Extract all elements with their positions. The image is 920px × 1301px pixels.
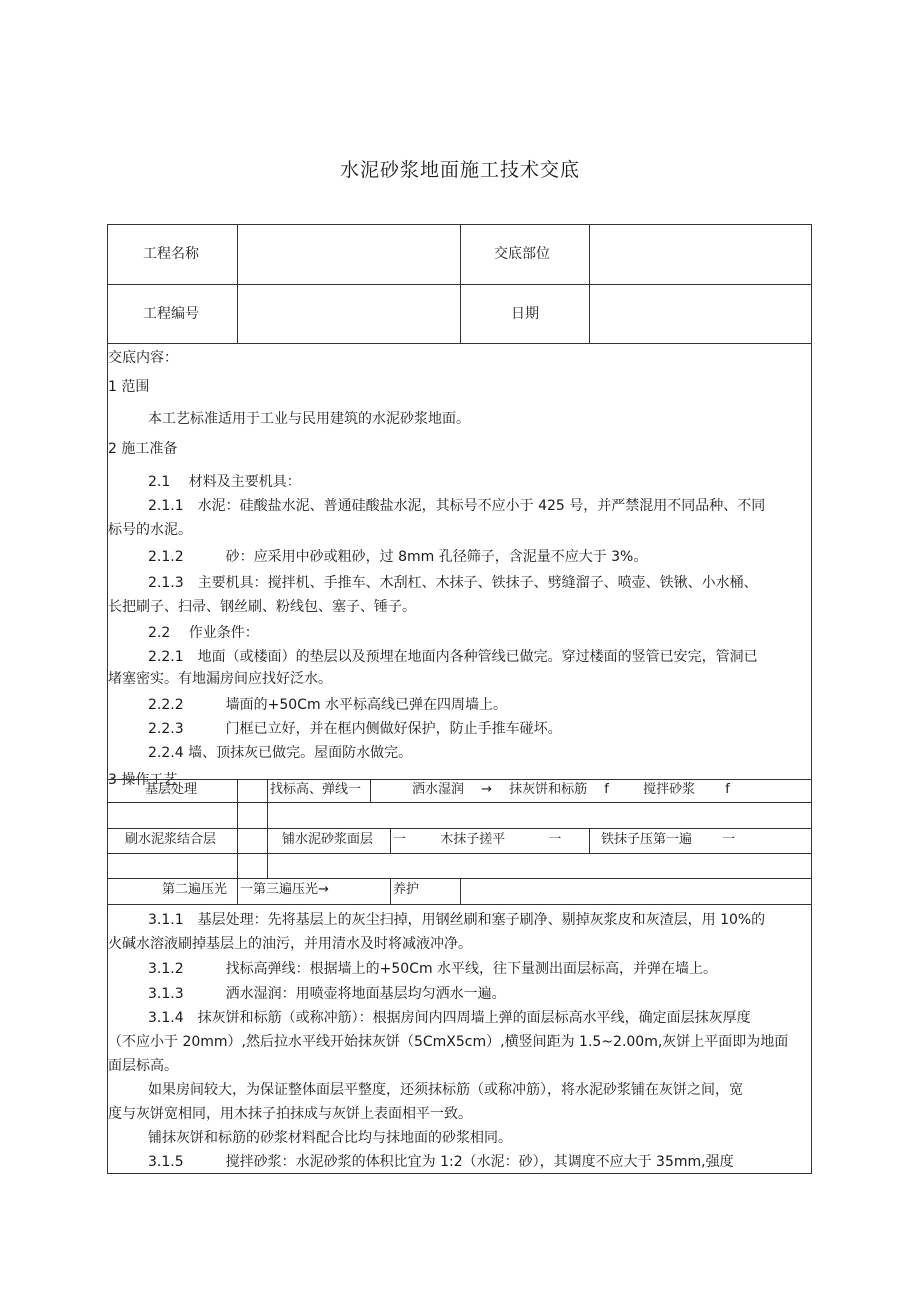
flow-row-line (107, 802, 812, 803)
date-field[interactable] (600, 304, 800, 324)
section-2-2-4: 2.2.4 墙、顶抹灰已做完。屋面防水做完。 (148, 745, 413, 761)
flow-row-line (107, 853, 812, 854)
flow-col-line (390, 878, 391, 904)
section-2-2-1-cont: 堵塞密实。有地漏房间应找好泛水。 (108, 671, 332, 687)
project-number-label: 工程编号 (143, 306, 199, 322)
section-2-2: 2.2 作业条件： (148, 625, 259, 641)
process-3-1-2: 3.1.2 找标高弹线：根据墙上的+50Cm 水平线，往下量测出面层标高，并弹在墙上。 (148, 961, 718, 977)
flow-step-wetting: 洒水湿润 → 抹灰饼和标筋 f 搅拌砂浆 f (412, 782, 730, 797)
section-2-1-3: 2.1.3 主要机具：搅拌机、手推车、木刮杠、木抹子、铁抹子、劈缝溜子、喷壶、铁锹、小水桶、 (148, 575, 758, 591)
section-1-heading: 1 范围 (108, 379, 150, 395)
process-large-room-cont: 度与灰饼宽相同，用木抹子拍抹成与灰饼上表面相平一致。 (108, 1106, 472, 1122)
section-2-2-2: 2.2.2 墙面的+50Cm 水平标高线已弹在四周墙上。 (148, 697, 508, 713)
process-3-1-1: 3.1.1 基层处理：先将基层上的灰尘扫掉，用钢丝刷和塞子刷净、剔掉灰浆皮和灰渣层，用 10%的 (148, 912, 766, 928)
row-divider (107, 343, 812, 344)
document-title: 水泥砂浆地面施工技术交底 (339, 159, 580, 181)
section-2-1-1-cont: 标号的水泥。 (108, 522, 192, 538)
section-3-heading-clipped (108, 770, 178, 788)
section-1-text: 本工艺标准适用于工业与民用建筑的水泥砂浆地面。 (148, 411, 470, 427)
process-3-1-5: 3.1.5 搅拌砂浆：水泥砂浆的体积比宜为 1:2（水泥：砂），其调度不应大于 35mm,强度 (148, 1154, 734, 1170)
project-name-label: 工程名称 (143, 246, 199, 262)
col-divider (589, 224, 590, 343)
process-3-1-3: 3.1.3 洒水湿润：用喷壶将地面基层均匀洒水一遍。 (148, 986, 506, 1002)
flow-step-second-press: 第二遍压光 (162, 882, 228, 897)
section-2-1-1: 2.1.1 水泥：硅酸盐水泥、普通硅酸盐水泥，其标号不应小于 425 号，并严禁混用不同品种、不同 (148, 498, 766, 514)
process-large-room: 如果房间较大，为保证整体面层平整度，还须抹标筋（或称冲筋），将水泥砂浆铺在灰饼之间，宽 (148, 1082, 743, 1098)
flow-step-mortar-layer: 铺水泥砂浆面层 (282, 832, 374, 847)
flow-row-line (107, 904, 812, 905)
section-2-1-3-cont: 长把刷子、扫帚、钢丝刷、粉线包、塞子、锤子。 (108, 599, 416, 615)
flow-step-first-trowel: 铁抹子压第一遍 一 (601, 832, 736, 847)
section-2-2-1: 2.2.1 地面（或楼面）的垫层以及预埋在地面内各种管线已做完。穿过楼面的竖管已安完，管洞已 (148, 649, 758, 665)
process-3-1-1-cont: 火碱水溶液刷掉基层上的油污，并用清水及时将减液冲净。 (108, 936, 472, 952)
project-number-field[interactable] (250, 304, 450, 324)
flow-step-base-treatment: 基层处理 (145, 782, 198, 797)
handover-part-label: 交底部位 (494, 246, 550, 262)
process-mortar-ratio: 铺抹灰饼和标筋的砂浆材料配合比均与抹地面的砂浆相同。 (148, 1130, 512, 1146)
flow-step-wood-float: 一 木抹子搓平 一 (393, 832, 562, 847)
flow-col-line (237, 878, 238, 904)
project-name-field[interactable] (250, 244, 450, 264)
section-2-1: 2.1 材料及主要机具： (148, 474, 301, 490)
flow-col-line (237, 779, 238, 878)
flow-col-line (390, 828, 391, 853)
flow-step-curing: 养护 (393, 882, 420, 897)
flow-col-line (267, 779, 268, 878)
section-2-2-3: 2.2.3 门框已立好，并在框内侧做好保护，防止手推车碰坏。 (148, 721, 562, 737)
flow-col-line (370, 779, 371, 802)
flow-step-leveling: 找标高、弹线一 (270, 782, 362, 797)
flow-step-bonding-layer: 刷水泥浆结合层 (125, 832, 217, 847)
process-3-1-4-cont2: 面层标高。 (108, 1058, 178, 1074)
flow-row-line (107, 828, 812, 829)
flow-step-third-press: 一第三遍压光→ (240, 882, 329, 897)
section-2-1-2: 2.1.2 砂：应采用中砂或粗砂，过 8mm 孔径筛子，含泥量不应大于 3%。 (148, 549, 648, 565)
process-3-1-4: 3.1.4 抹灰饼和标筋（或称冲筋）：根据房间内四周墙上弹的面层标高水平线，确定面层抹灰厚度 (148, 1010, 751, 1026)
section-3-heading: 3 操作工艺 (108, 772, 178, 788)
section-2-heading: 2 施工准备 (108, 441, 178, 457)
handover-part-field[interactable] (600, 244, 800, 264)
flow-col-line (460, 878, 461, 904)
flow-col-line (589, 828, 590, 853)
col-divider (460, 224, 461, 343)
date-label: 日期 (511, 306, 539, 322)
content-intro: 交底内容： (108, 350, 178, 366)
process-3-1-4-cont: （不应小于 20mm）,然后拉水平线开始抹灰饼（5CmX5cm）,横竖间距为 1.5~2.00m,灰饼上平面即为地面 (108, 1034, 789, 1050)
col-divider (237, 224, 238, 343)
